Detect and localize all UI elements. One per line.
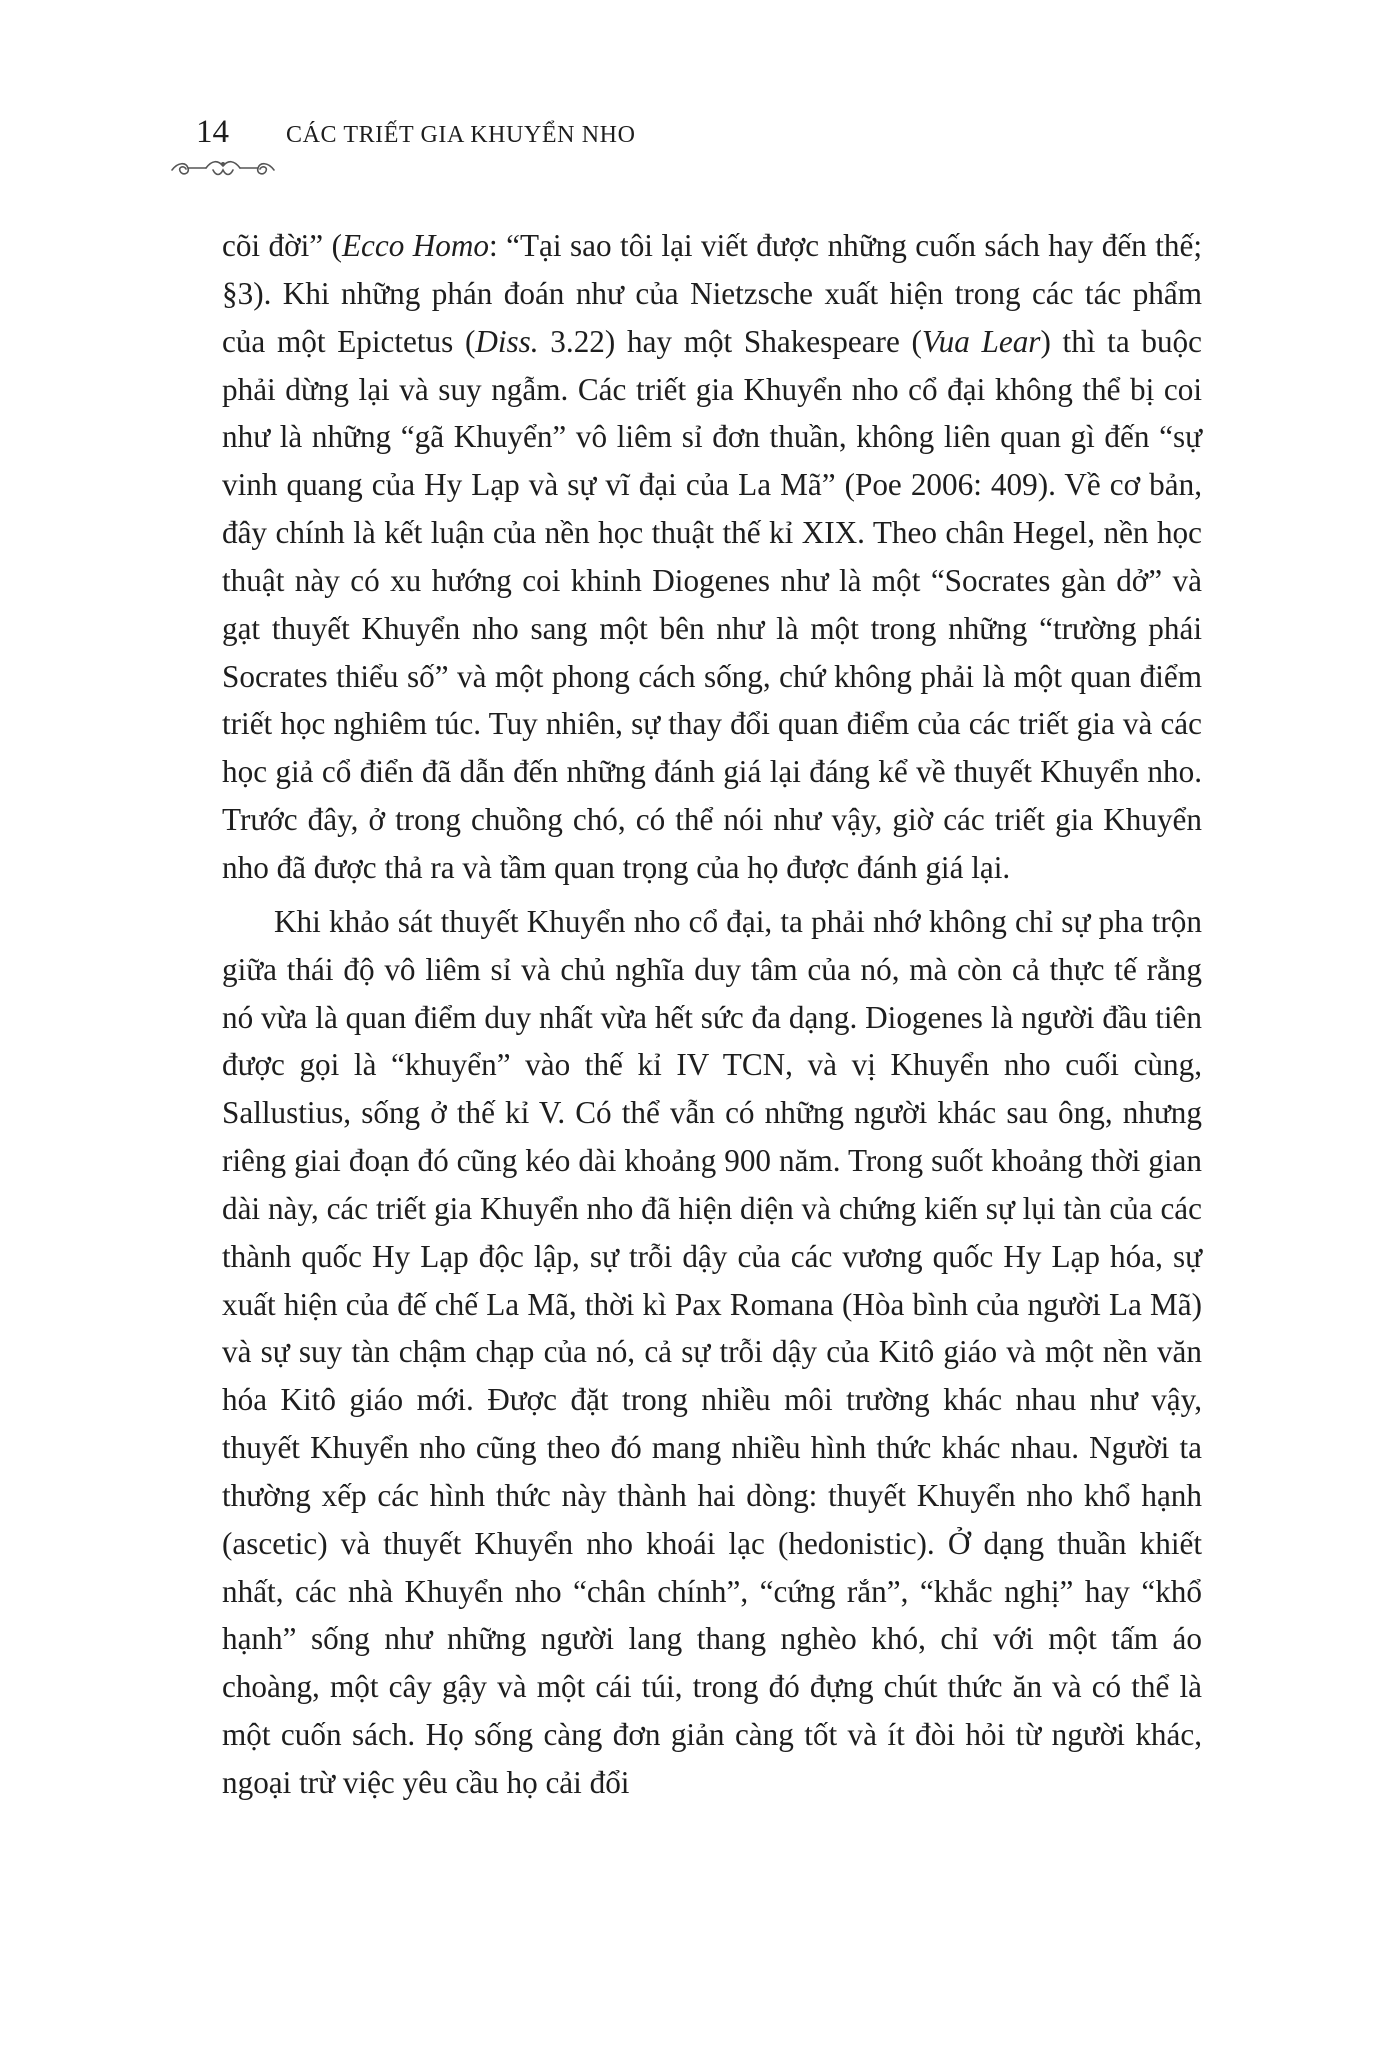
page-number: 14 — [196, 114, 229, 150]
italic-reference-diss: Diss. — [475, 323, 539, 359]
text-span: ) thì ta buộc phải dừng lại và suy ngẫm. Các triết gia Khuyển nho cổ đại không thể bị coi như là những “gã Khuyển” vô liêm sỉ đơn thuần, không liên quan gì đến “sự vinh quang của Hy Lạp và sự vĩ đại của La Mã” (Poe 2006: 409). Về cơ bản, đây chính là kết luận của nền học thuật thế kỉ XIX. Theo chân Hegel, nền học thuật này có xu hướng coi khinh Diogenes như là một “Socrates gàn dở” và gạt thuyết Khuyển nho sang một bên như là một trong những “trường phái Socrates thiểu số” và một phong cách sống, chứ không phải là một quan điểm triết học nghiêm túc. Tuy nhiên, sự thay đổi quan điểm của các triết gia và các học giả cổ điển đã dẫn đến những đánh giá lại đáng kể về thuyết Khuyển nho. Trước đây, ở trong chuồng chó, có thể nói như vậy, giờ các triết gia Khuyển nho đã được thả ra và tầm quan trọng của họ được đánh giá lại. — [222, 323, 1202, 885]
main-text — [222, 222, 1202, 1807]
running-head — [168, 112, 1268, 192]
paragraph-continued — [222, 222, 1202, 892]
scroll-ornament-icon — [168, 152, 278, 182]
text-span: 3.22) hay một Shakespeare ( — [538, 323, 922, 359]
paragraph-new: Khi khảo sát thuyết Khuyển nho cổ đại, ta phải nhớ không chỉ sự pha trộn giữa thái độ vô liêm sỉ và chủ nghĩa duy tâm của nó, mà còn cả thực tế rằng nó vừa là quan điểm duy nhất vừa hết sức đa dạng. Diogenes là người đầu tiên được gọi là “khuyển” vào thế kỉ IV TCN, và vị Khuyển nho cuối cùng, Sallustius, sống ở thế kỉ V. Có thể vẫn có những người khác sau ông, nhưng riêng giai đoạn đó cũng kéo dài khoảng 900 năm. Trong suốt khoảng thời gian dài này, các triết gia Khuyển nho đã hiện diện và chứng kiến sự lụi tàn của các thành quốc Hy Lạp độc lập, sự trỗi dậy của các vương quốc Hy Lạp hóa, sự xuất hiện của đế chế La Mã, thời kì Pax Romana (Hòa bình của người La Mã) và sự suy tàn chậm chạp của nó, cả sự trỗi dậy của Kitô giáo và một nền văn hóa Kitô giáo mới. Được đặt trong nhiều môi trường khác nhau như vậy, thuyết Khuyển nho cũng theo đó mang nhiều hình thức khác nhau. Người ta thường xếp các hình thức này thành hai dòng: thuyết Khuyển nho khổ hạnh (ascetic) và thuyết Khuyển nho khoái lạc (hedonistic). Ở dạng thuần khiết nhất, các nhà Khuyển nho “chân chính”, “cứng rắn”, “khắc nghị” hay “khổ hạnh” sống như những người lang thang nghèo khó, chỉ với một tấm áo choàng, một cây gậy và một cái túi, trong đó đựng chút thức ăn và có thể là một cuốn sách. Họ sống càng đơn giản càng tốt và ít đòi hỏi từ người khác, ngoại trừ việc yêu cầu họ cải đổi — [222, 903, 1202, 1800]
italic-title-vua-lear: Vua Lear — [921, 323, 1041, 359]
italic-title-ecco-homo: Ecco Homo — [342, 228, 490, 263]
running-title: CÁC TRIẾT GIA KHUYỂN NHO — [286, 122, 636, 148]
text-span: cõi đời” ( — [222, 228, 342, 263]
text-span: : “Tại sao tôi lại viết được những cuốn sách hay đến thế; §3). Khi những phán đoán như của Nietzsche xuất hiện trong các tác phẩm của một Epictetus ( — [222, 228, 1202, 359]
